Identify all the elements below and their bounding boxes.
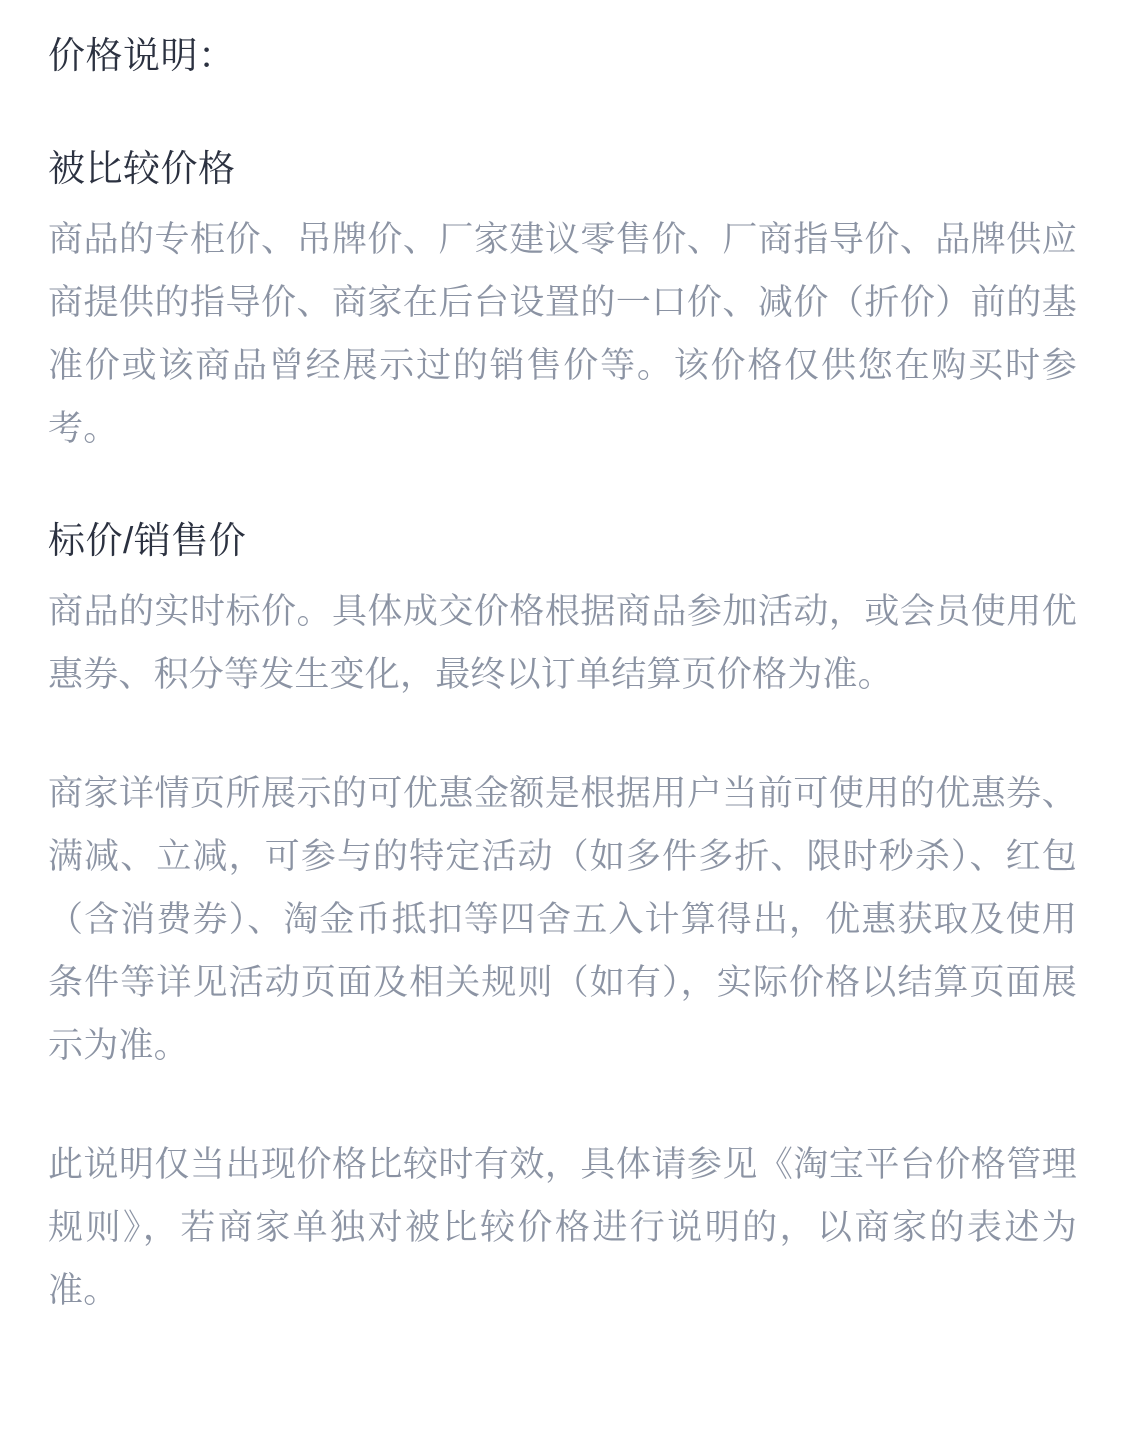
paragraph-block-1: [48, 580, 1077, 706]
section-heading-compared-price: 被比较价格: [48, 148, 236, 189]
paragraph-block-3: [48, 1133, 1077, 1322]
section-heading-listed-price: 标价/销售价: [48, 520, 247, 561]
section-paragraph-listed-price-2: 商家详情页所展示的可优惠金额是根据用户当前可使用的优惠券、满减、立减，可参与的特定活动（如多件多折、限时秒杀）、红包（含消费券）、淘金币抵扣等四舍五入计算得出，优惠获取及使用条件等详见活动页面及相关规则（如有），实际价格以结算页面展示为准。: [48, 774, 1077, 1065]
page-title: 价格说明：: [48, 35, 236, 76]
section-listed-price: [48, 516, 1077, 1322]
section-paragraph-listed-price-1: 商品的实时标价。具体成交价格根据商品参加活动，或会员使用优惠券、积分等发生变化，最终以订单结算页价格为准。: [48, 592, 1077, 694]
section-paragraph-listed-price-3: 此说明仅当出现价格比较时有效，具体请参见《淘宝平台价格管理规则》，若商家单独对被比较价格进行说明的，以商家的表述为准。: [48, 1145, 1077, 1310]
paragraph-block-2: [48, 762, 1077, 1077]
section-paragraph-compared-price: 商品的专柜价、吊牌价、厂家建议零售价、厂商指导价、品牌供应商提供的指导价、商家在后台设置的一口价、减价（折价）前的基准价或该商品曾经展示过的销售价等。该价格仅供您在购买时参考。: [48, 220, 1077, 448]
section-compared-price: [48, 144, 1077, 460]
